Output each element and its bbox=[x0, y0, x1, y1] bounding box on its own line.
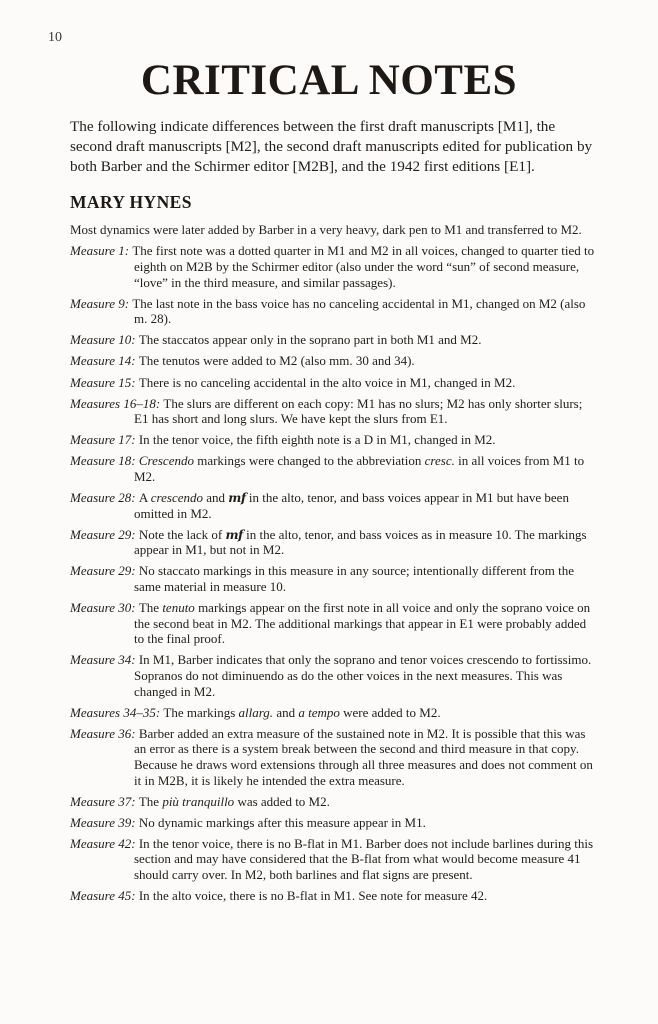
dynamic-mark-mf: mf bbox=[228, 490, 246, 506]
measure-label: Measure 29: bbox=[70, 563, 139, 579]
note-entry bbox=[70, 222, 598, 238]
page-title: CRITICAL NOTES bbox=[140, 57, 518, 104]
measure-label: Measure 36: bbox=[70, 725, 139, 741]
note-text: In the tenor voice, there is no B-flat in M1. Barber does not include barlines during this section and may have considered that the B-flat from what would become measure 41 should carry over. In M2, both barlines and flat signs are present. bbox=[134, 835, 594, 883]
note-entry bbox=[70, 836, 598, 883]
measure-label: Measure 34: bbox=[70, 652, 139, 668]
note-text: crescendo bbox=[150, 490, 203, 506]
note-entry bbox=[70, 453, 598, 484]
note-entry bbox=[70, 794, 598, 810]
note-entry bbox=[70, 726, 598, 788]
note-entry bbox=[70, 396, 598, 427]
note-text: Most dynamics were later added by Barber in a very heavy, dark pen to M1 and transferred to M2. bbox=[70, 222, 582, 238]
measure-label: Measure 28: bbox=[70, 490, 139, 506]
note-entry bbox=[70, 705, 598, 721]
note-text: No staccato markings in this measure in any source; intentionally different from the same material in measure 10. bbox=[134, 563, 574, 595]
note-text: A bbox=[138, 490, 151, 506]
note-text: cresc. bbox=[424, 453, 455, 469]
note-text: in all voices from M1 to M2. bbox=[134, 453, 585, 485]
note-entry bbox=[70, 527, 598, 558]
note-text: markings were changed to the abbreviation bbox=[193, 453, 425, 469]
note-entry bbox=[70, 563, 598, 594]
note-entry bbox=[70, 332, 598, 348]
measure-label: Measure 39: bbox=[70, 814, 139, 830]
note-text: tenuto bbox=[162, 600, 195, 616]
note-text: No dynamic markings after this measure appear in M1. bbox=[138, 814, 426, 830]
critical-notes-list bbox=[70, 222, 598, 903]
note-text: in the alto, tenor, and bass voices as in measure 10. The markings appear in M1, but not in M2. bbox=[134, 526, 587, 558]
note-entry bbox=[70, 888, 598, 904]
note-text: a tempo bbox=[298, 704, 340, 720]
note-text: The bbox=[138, 600, 163, 616]
measure-label: Measure 15: bbox=[70, 374, 139, 390]
note-text: The staccatos appear only in the soprano part in both M1 and M2. bbox=[138, 332, 482, 348]
note-text: were added to M2. bbox=[339, 704, 441, 720]
measure-label: Measures 34–35: bbox=[70, 704, 164, 720]
intro-paragraph: The following indicate differences between the first draft manuscripts [M1], the second draft manuscripts [M2], the second draft manuscripts edited for publication by both Barber and the Schirmer editor [M2B], and the 1942 first editions [E1]. bbox=[70, 118, 593, 176]
note-entry bbox=[70, 243, 598, 290]
measure-label: Measure 17: bbox=[70, 432, 139, 448]
measure-label: Measure 29: bbox=[70, 526, 139, 542]
dynamic-mark-mf: mf bbox=[225, 526, 243, 542]
note-entry bbox=[70, 490, 598, 521]
measure-label: Measure 30: bbox=[70, 600, 139, 616]
measure-label: Measure 14: bbox=[70, 353, 139, 369]
note-text: The tenutos were added to M2 (also mm. 30 and 34). bbox=[138, 353, 415, 369]
note-entry bbox=[70, 432, 598, 448]
note-text: In the tenor voice, the fifth eighth note is a D in M1, changed in M2. bbox=[138, 432, 496, 448]
page-number: 10 bbox=[48, 30, 62, 45]
note-entry bbox=[70, 600, 598, 647]
note-text: Note the lack of bbox=[138, 526, 226, 542]
measure-label: Measure 1: bbox=[70, 243, 133, 259]
note-text: was added to M2. bbox=[234, 793, 330, 809]
note-text: allarg. bbox=[238, 704, 274, 720]
note-text: and bbox=[202, 490, 229, 506]
note-text: The slurs are different on each copy: M1 has no slurs; M2 has only shorter slurs; E1 has short and long slurs. We have kept the slurs from E1. bbox=[134, 395, 583, 427]
note-text: Barber added an extra measure of the sustained note in M2. It is possible that this was an error as there is a system break between the second and third measure in that copy. Because he draws word extensions through all three measures and does not comment on it in M2B, it is likely he intended the extra measure. bbox=[134, 725, 593, 788]
measure-label: Measure 45: bbox=[70, 888, 139, 904]
note-text: Crescendo bbox=[138, 453, 194, 469]
note-text: and bbox=[273, 704, 299, 720]
note-text: markings appear on the first note in all voice and only the soprano voice on the second beat in M2. The additional markings that appear in E1 were probably added to the final proof. bbox=[134, 600, 591, 647]
note-text: The markings bbox=[163, 704, 239, 720]
note-entry bbox=[70, 815, 598, 831]
note-entry bbox=[70, 353, 598, 369]
measure-label: Measure 18: bbox=[70, 453, 139, 469]
note-text: The last note in the bass voice has no canceling accidental in M1, changed on M2 (also m. 28). bbox=[132, 295, 586, 327]
measure-label: Measure 37: bbox=[70, 793, 139, 809]
note-text: In M1, Barber indicates that only the soprano and tenor voices crescendo to fortissimo. Sopranos do not diminuendo as do the other voices in the next measures. This was changed in M2. bbox=[134, 652, 592, 699]
note-text: The first note was a dotted quarter in M1 and M2 in all voices, changed to quarter tied to eighth on M2B by the Schirmer editor (also under the word “sun” of second measure, “love” in the third measure, and similar passages). bbox=[132, 243, 595, 290]
measure-label: Measure 42: bbox=[70, 835, 139, 851]
note-text: The bbox=[138, 793, 163, 809]
note-text: in the alto, tenor, and bass voices appear in M1 but have been omitted in M2. bbox=[134, 490, 569, 521]
measure-label: Measure 10: bbox=[70, 332, 139, 348]
section-heading-mary-hynes: MARY HYNES bbox=[70, 192, 192, 213]
measure-label: Measures 16–18: bbox=[70, 395, 164, 411]
note-text: In the alto voice, there is no B-flat in M1. See note for measure 42. bbox=[138, 888, 488, 904]
note-entry bbox=[70, 652, 598, 699]
note-entry bbox=[70, 375, 598, 391]
note-text: There is no canceling accidental in the alto voice in M1, changed in M2. bbox=[138, 374, 516, 390]
note-entry bbox=[70, 296, 598, 327]
note-text: più tranquillo bbox=[162, 793, 235, 809]
measure-label: Measure 9: bbox=[70, 295, 133, 311]
